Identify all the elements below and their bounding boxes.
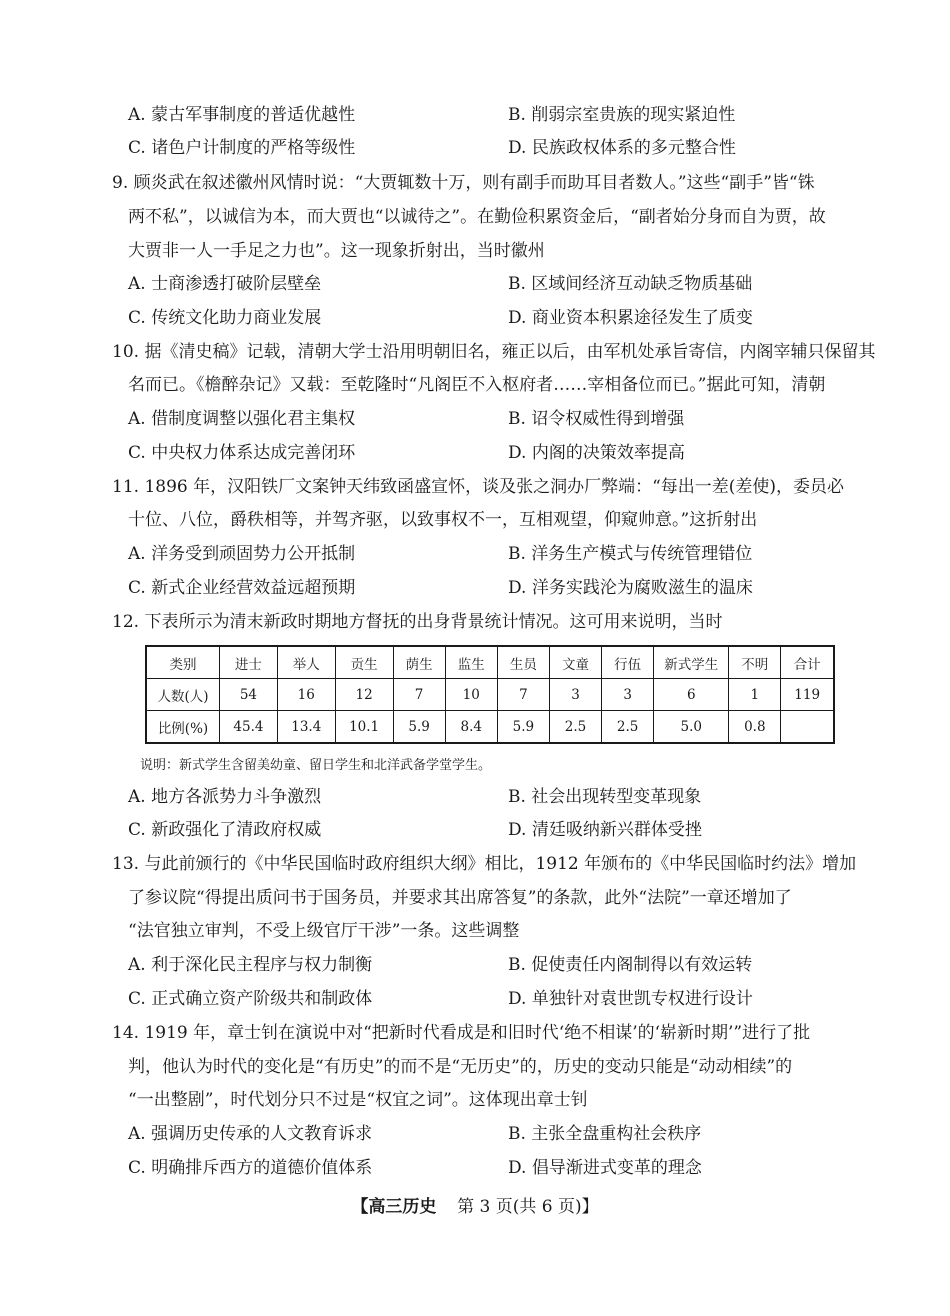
q13-stem-line-1: 13. 与此前颁行的《中华民国临时政府组织大纲》相比，1912 年颁布的《中华民国临时约法》增加 xyxy=(112,854,857,874)
q10-stem-line-1: 10. 据《清史稿》记载，清朝大学士沿用明朝旧名，雍正以后，由军机处承旨寄信，内阁宰辅只保留其 xyxy=(112,342,876,362)
table-cell: 16 xyxy=(277,679,335,711)
table-cell: 3 xyxy=(602,679,654,711)
q11-option-a: A. 洋务受到顽固势力公开抵制 xyxy=(128,544,356,564)
table-header-cell: 类别 xyxy=(146,646,220,679)
table-header-cell: 合计 xyxy=(781,646,834,679)
table-cell: 8.4 xyxy=(445,711,497,744)
table-header-cell: 不明 xyxy=(729,646,781,679)
q12-option-c: C. 新政强化了清政府权威 xyxy=(128,820,322,840)
table-cell: 1 xyxy=(729,679,781,711)
table-cell: 7 xyxy=(497,679,549,711)
table-cell: 3 xyxy=(549,679,601,711)
table-row xyxy=(146,679,834,711)
table-cell: 12 xyxy=(335,679,393,711)
q13-option-d: D. 单独针对袁世凯专权进行设计 xyxy=(508,989,753,1009)
q13-stem-line-3: “法官独立审判，不受上级官厅干涉”一条。这些调整 xyxy=(128,921,520,941)
q13-option-b: B. 促使责任内阁制得以有效运转 xyxy=(508,955,753,975)
table-header-row xyxy=(146,646,834,679)
footer-page-number: 第 3 页(共 6 页)】 xyxy=(457,1197,599,1217)
q12-option-b: B. 社会出现转型变革现象 xyxy=(508,787,702,807)
q9-stem-line-3: 大贾非一人一手足之力也”。这一现象折射出，当时徽州 xyxy=(128,241,545,261)
q14-stem-line-1: 14. 1919 年，章士钊在演说中对“把新时代看成是和旧时代‘绝不相谋’的‘崭新时期’”进行了批 xyxy=(112,1023,811,1043)
page-footer xyxy=(0,1196,950,1218)
table-cell: 人数(人) xyxy=(146,679,220,711)
q8-option-c: C. 诸色户计制度的严格等级性 xyxy=(128,138,356,158)
q12-option-a: A. 地方各派势力斗争激烈 xyxy=(128,787,322,807)
q10-option-b: B. 诏令权威性得到增强 xyxy=(508,409,685,429)
q11-option-b: B. 洋务生产模式与传统管理错位 xyxy=(508,544,753,564)
q13-stem-line-2: 了参议院“得提出质问书于国务员，并要求其出席答复”的条款，此外“法院”一章还增加了 xyxy=(128,888,792,908)
table-header-cell: 贡生 xyxy=(335,646,393,679)
table-cell: 5.0 xyxy=(654,711,729,744)
q14-stem-line-2: 判，他认为时代的变化是“有历史”的而不是“无历史”的，历史的变动只能是“动动相续”的 xyxy=(128,1057,793,1077)
q9-stem-line-2: 两不私”，以诚信为本，而大贾也“以诚待之”。在勤俭积累资金后，“副者始分身而自为贾，故 xyxy=(128,207,826,227)
q11-stem-line-1: 11. 1896 年，汉阳铁厂文案钟天纬致函盛宣怀，谈及张之洞办厂弊端：“每出一差(差使)，委员必 xyxy=(112,477,845,497)
q14-option-a: A. 强调历史传承的人文教育诉求 xyxy=(128,1124,373,1144)
table-cell xyxy=(781,711,834,744)
q13-option-a: A. 利于深化民主程序与权力制衡 xyxy=(128,955,373,975)
q9-option-a: A. 士商渗透打破阶层壁垒 xyxy=(128,274,322,294)
governor-background-table xyxy=(145,645,835,744)
table-cell: 2.5 xyxy=(549,711,601,744)
table-header-cell: 文童 xyxy=(549,646,601,679)
q8-option-a: A. 蒙古军事制度的普适优越性 xyxy=(128,105,356,125)
table-cell: 54 xyxy=(220,679,278,711)
table-cell: 45.4 xyxy=(220,711,278,744)
table-note: 说明：新式学生含留美幼童、留日学生和北洋武备学堂学生。 xyxy=(140,758,492,773)
q14-stem-line-3: “一出整剧”，时代划分只不过是“权宜之词”。这体现出章士钊 xyxy=(128,1090,588,1110)
q10-option-a: A. 借制度调整以强化君主集权 xyxy=(128,409,356,429)
table-header-cell: 进士 xyxy=(220,646,278,679)
q9-option-c: C. 传统文化助力商业发展 xyxy=(128,308,322,328)
q10-stem-line-2: 名而已。《檐醉杂记》又载：至乾隆时“凡阁臣不入枢府者……宰相备位而已。”据此可知，清朝 xyxy=(128,375,826,395)
q12-stem-line-1: 12. 下表所示为清末新政时期地方督抚的出身背景统计情况。这可用来说明，当时 xyxy=(112,612,723,632)
q9-option-d: D. 商业资本积累途径发生了质变 xyxy=(508,308,753,328)
q14-option-c: C. 明确排斥西方的道德价值体系 xyxy=(128,1158,373,1178)
table-cell: 10 xyxy=(445,679,497,711)
table-row xyxy=(146,711,834,744)
table-header-cell: 荫生 xyxy=(393,646,445,679)
table-cell: 7 xyxy=(393,679,445,711)
q8-option-d: D. 民族政权体系的多元整合性 xyxy=(508,138,736,158)
table-header-cell: 举人 xyxy=(277,646,335,679)
q11-option-c: C. 新式企业经营效益远超预期 xyxy=(128,578,356,598)
table-cell: 0.8 xyxy=(729,711,781,744)
q9-option-b: B. 区域间经济互动缺乏物质基础 xyxy=(508,274,753,294)
q14-option-b: B. 主张全盘重构社会秩序 xyxy=(508,1124,702,1144)
table-header-cell: 新式学生 xyxy=(654,646,729,679)
q12-option-d: D. 清廷吸纳新兴群体受挫 xyxy=(508,820,702,840)
table-cell: 13.4 xyxy=(277,711,335,744)
q8-option-b: B. 削弱宗室贵族的现实紧迫性 xyxy=(508,105,736,125)
table-cell: 2.5 xyxy=(602,711,654,744)
q11-option-d: D. 洋务实践沦为腐败滋生的温床 xyxy=(508,578,753,598)
footer-subject: 【高三历史 xyxy=(351,1197,437,1217)
table-cell: 比例(%) xyxy=(146,711,220,744)
q14-option-d: D. 倡导渐进式变革的理念 xyxy=(508,1158,702,1178)
q10-option-d: D. 内阁的决策效率提高 xyxy=(508,443,685,463)
table-cell: 119 xyxy=(781,679,834,711)
table-cell: 10.1 xyxy=(335,711,393,744)
q9-stem-line-1: 9. 顾炎武在叙述徽州风情时说：“大贾辄数十万，则有副手而助耳目者数人。”这些“副手”皆“铢 xyxy=(112,173,815,193)
table-header-cell: 监生 xyxy=(445,646,497,679)
table-cell: 5.9 xyxy=(393,711,445,744)
q13-option-c: C. 正式确立资产阶级共和制政体 xyxy=(128,989,373,1009)
q11-stem-line-2: 十位、八位，爵秩相等，并驾齐驱，以致事权不一，互相观望，仰窥帅意。”这折射出 xyxy=(128,510,758,530)
table-header-cell: 生员 xyxy=(497,646,549,679)
table-cell: 6 xyxy=(654,679,729,711)
table-cell: 5.9 xyxy=(497,711,549,744)
q10-option-c: C. 中央权力体系达成完善闭环 xyxy=(128,443,356,463)
table-header-cell: 行伍 xyxy=(602,646,654,679)
